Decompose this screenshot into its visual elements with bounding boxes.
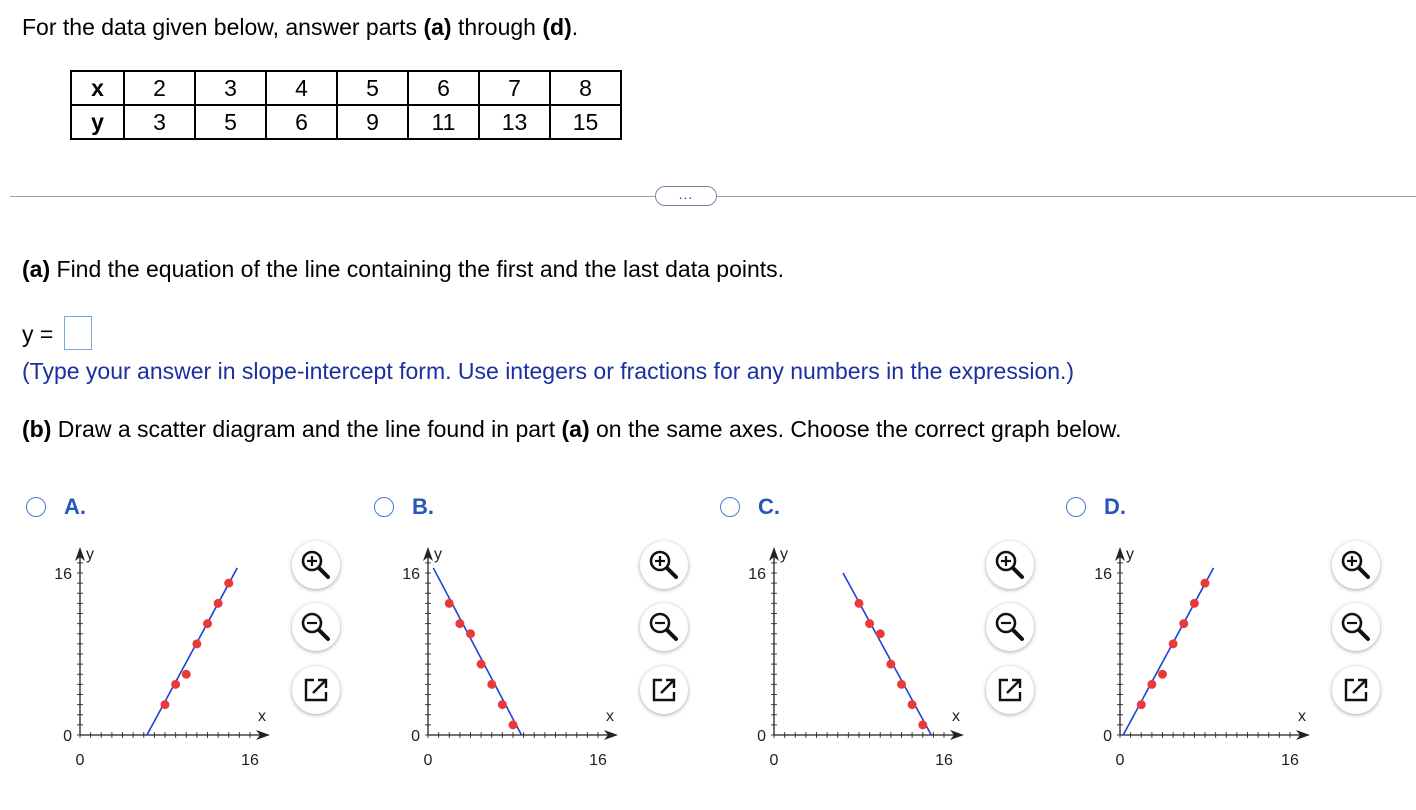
- data-point: [498, 700, 507, 709]
- part-a-question: [22, 256, 784, 283]
- option-b-graph: [378, 535, 638, 775]
- option-b-label[interactable]: B.: [412, 494, 434, 519]
- y-axis-label: y: [86, 546, 94, 563]
- data-point: [477, 660, 486, 669]
- data-table: [70, 70, 622, 140]
- data-point: [203, 619, 212, 628]
- data-point: [1179, 619, 1188, 628]
- y-tick-label: 16: [748, 566, 766, 583]
- y-zero-label: 0: [1103, 728, 1112, 745]
- part-b-label: (b): [22, 416, 52, 442]
- option-d-open-new-window-button[interactable]: [1332, 666, 1380, 714]
- option-c-graph: [724, 535, 984, 775]
- y-cell: 6: [266, 105, 337, 139]
- data-point: [466, 629, 475, 638]
- y-zero-label: 0: [63, 728, 72, 745]
- x-axis-label: x: [606, 708, 614, 725]
- option-d-label[interactable]: D.: [1104, 494, 1126, 519]
- answer-input[interactable]: [64, 316, 92, 350]
- zoom-out-icon: [1332, 603, 1380, 651]
- x-cell: 4: [266, 71, 337, 105]
- open-new-window-icon: [1332, 666, 1380, 714]
- open-new-window-icon: [986, 666, 1034, 714]
- part-a-text: Find the equation of the line containing the first and the last data points.: [50, 256, 785, 282]
- fit-line: [433, 568, 521, 735]
- x-cell: 2: [124, 71, 195, 105]
- zoom-out-icon: [292, 603, 340, 651]
- data-point: [1190, 599, 1199, 608]
- x-zero-label: 0: [1115, 752, 1125, 769]
- part-b-question: [22, 416, 1122, 443]
- data-point: [1169, 639, 1178, 648]
- y-zero-label: 0: [757, 728, 766, 745]
- x-zero-label: 0: [423, 752, 433, 769]
- data-point: [182, 670, 191, 679]
- data-point: [487, 680, 496, 689]
- intro-text-end: .: [571, 14, 579, 40]
- zoom-in-icon: [986, 541, 1034, 589]
- x-tick-label: 16: [1281, 752, 1299, 769]
- data-point: [161, 700, 170, 709]
- y-axis-label: y: [434, 546, 442, 563]
- answer-prefix: y =: [22, 321, 54, 347]
- y-cell: 5: [195, 105, 266, 139]
- data-point: [509, 720, 518, 729]
- data-point: [855, 599, 864, 608]
- data-point: [1137, 700, 1146, 709]
- data-point: [1201, 579, 1210, 588]
- data-point: [908, 700, 917, 709]
- fit-line: [147, 568, 237, 735]
- intro-text-mid: through: [451, 14, 543, 40]
- x-axis-label: x: [258, 708, 266, 725]
- option-d-radio[interactable]: [1066, 497, 1086, 517]
- y-axis-label: y: [780, 546, 788, 563]
- option-a-zoom-in-button[interactable]: [292, 541, 340, 589]
- option-a-radio[interactable]: [26, 497, 46, 517]
- x-zero-label: 0: [769, 752, 779, 769]
- y-zero-label: 0: [411, 728, 420, 745]
- zoom-in-icon: [292, 541, 340, 589]
- y-tick-label: 16: [402, 566, 420, 583]
- y-row: [71, 105, 621, 139]
- part-b-text: Draw a scatter diagram and the line found in part: [51, 416, 562, 442]
- option-d-graph: [1070, 535, 1330, 775]
- data-point: [886, 660, 895, 669]
- option-b-zoom-in-button[interactable]: [640, 541, 688, 589]
- y-cell: 3: [124, 105, 195, 139]
- y-tick-label: 16: [54, 566, 72, 583]
- data-point: [455, 619, 464, 628]
- instructions: [22, 14, 578, 41]
- option-c-label[interactable]: C.: [758, 494, 780, 519]
- zoom-out-icon: [640, 603, 688, 651]
- x-cell: 8: [550, 71, 621, 105]
- zoom-in-icon: [1332, 541, 1380, 589]
- data-point: [214, 599, 223, 608]
- x-tick-label: 16: [241, 752, 259, 769]
- option-d-zoom-in-button[interactable]: [1332, 541, 1380, 589]
- zoom-out-icon: [986, 603, 1034, 651]
- fit-line: [843, 573, 931, 735]
- y-cell: 13: [479, 105, 550, 139]
- data-point: [897, 680, 906, 689]
- part-b-ref: (a): [561, 416, 590, 442]
- part-b-text-end: on the same axes. Choose the correct graph below.: [589, 416, 1122, 442]
- x-cell: 3: [195, 71, 266, 105]
- option-c-radio[interactable]: [720, 497, 740, 517]
- data-point: [1147, 680, 1156, 689]
- option-a-zoom-out-button[interactable]: [292, 603, 340, 651]
- option-c-zoom-out-button[interactable]: [986, 603, 1034, 651]
- zoom-in-icon: [640, 541, 688, 589]
- x-tick-label: 16: [589, 752, 607, 769]
- y-axis-label: y: [1126, 546, 1134, 563]
- option-b-radio[interactable]: [374, 497, 394, 517]
- y-cell: 9: [337, 105, 408, 139]
- data-point: [1158, 670, 1167, 679]
- answer-hint: (Type your answer in slope-intercept form. Use integers or fractions for any numbers in the expression.): [22, 358, 1075, 384]
- option-a-graph: [30, 535, 290, 775]
- intro-part-a: (a): [423, 14, 452, 40]
- option-a-open-new-window-button[interactable]: [292, 666, 340, 714]
- x-axis-label: x: [952, 708, 960, 725]
- x-cell: 6: [408, 71, 479, 105]
- fit-line: [1123, 568, 1213, 735]
- data-point: [192, 639, 201, 648]
- option-d-zoom-out-button[interactable]: [1332, 603, 1380, 651]
- x-header: x: [71, 71, 124, 105]
- x-zero-label: 0: [75, 752, 85, 769]
- option-b-zoom-out-button[interactable]: [640, 603, 688, 651]
- data-point: [918, 720, 927, 729]
- data-point: [445, 599, 454, 608]
- x-axis-label: x: [1298, 708, 1306, 725]
- option-b-open-new-window-button[interactable]: [640, 666, 688, 714]
- y-header: y: [71, 105, 124, 139]
- data-point: [224, 579, 233, 588]
- data-point: [876, 629, 885, 638]
- y-tick-label: 16: [1094, 566, 1112, 583]
- part-a-label: (a): [22, 256, 51, 282]
- data-point: [865, 619, 874, 628]
- data-point: [171, 680, 180, 689]
- x-tick-label: 16: [935, 752, 953, 769]
- x-cell: 7: [479, 71, 550, 105]
- x-cell: 5: [337, 71, 408, 105]
- option-a-label[interactable]: A.: [64, 494, 86, 519]
- open-new-window-icon: [292, 666, 340, 714]
- expand-more-button[interactable]: ...: [655, 186, 717, 206]
- y-cell: 15: [550, 105, 621, 139]
- open-new-window-icon: [640, 666, 688, 714]
- intro-text: For the data given below, answer parts: [22, 14, 424, 40]
- option-c-open-new-window-button[interactable]: [986, 666, 1034, 714]
- intro-part-d: (d): [542, 14, 572, 40]
- option-c-zoom-in-button[interactable]: [986, 541, 1034, 589]
- x-row: [71, 71, 621, 105]
- y-cell: 11: [408, 105, 479, 139]
